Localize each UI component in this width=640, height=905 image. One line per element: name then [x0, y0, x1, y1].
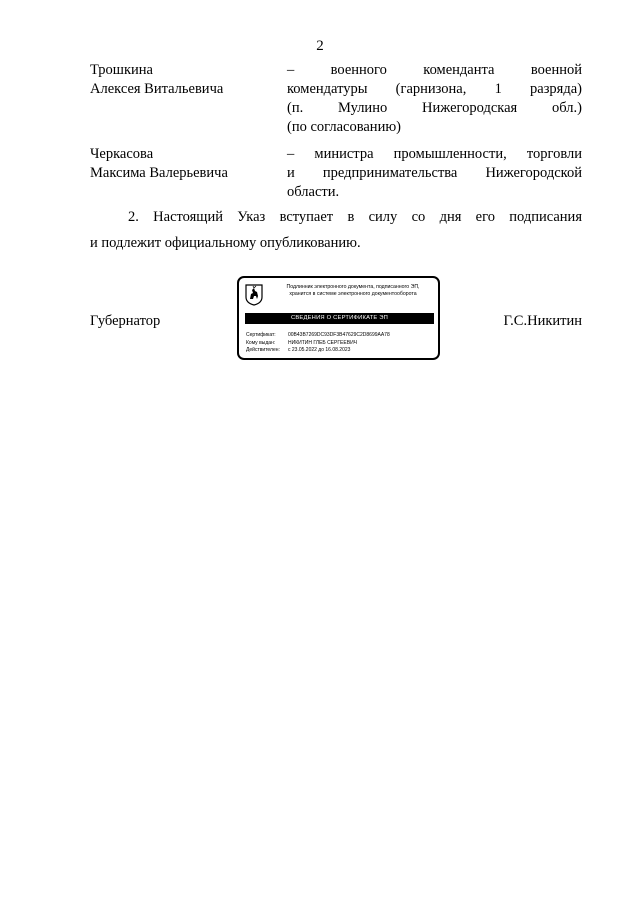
certificate-row: Сертификат: 00B43B7269DC93DF3B47629C2D8699AA78: [246, 332, 390, 338]
signatory-title: Губернатор: [90, 313, 161, 329]
stamp-header: Подлинник электронного документа, подписанного ЭП, хранится в системе электронного документооборота: [286, 284, 420, 297]
member-role: – министра промышленности, торговли и предпринимательства Нижегородской области.: [287, 146, 582, 200]
deer-emblem-icon: [245, 284, 263, 306]
member-name: Черкасова Максима Валерьевича: [90, 146, 228, 181]
member-role: – военного коменданта военной комендатуры (гарнизона, 1 разряда) (п. Мулино Нижегородская обл.) (по согласованию): [287, 62, 582, 135]
validity-row: Действителен: с 23.05.2022 до 16.08.2023: [246, 347, 351, 353]
stamp-details: [246, 332, 390, 355]
page-number: 2: [316, 38, 324, 54]
issued-to-row: Кому выдан: НИКИТИН ГЛЕБ СЕРГЕЕВИЧ: [246, 339, 357, 346]
electronic-signature-stamp: [237, 276, 440, 360]
member-name: Трошкина Алексея Витальевича: [90, 62, 224, 97]
signatory-name: Г.С.Никитин: [503, 313, 582, 329]
clause-paragraph: 2. Настоящий Указ вступает в силу со дня его подписания и подлежит официальному опубликованию.: [90, 209, 582, 251]
stamp-title-bar: СВЕДЕНИЯ О СЕРТИФИКАТЕ ЭП: [245, 313, 434, 324]
